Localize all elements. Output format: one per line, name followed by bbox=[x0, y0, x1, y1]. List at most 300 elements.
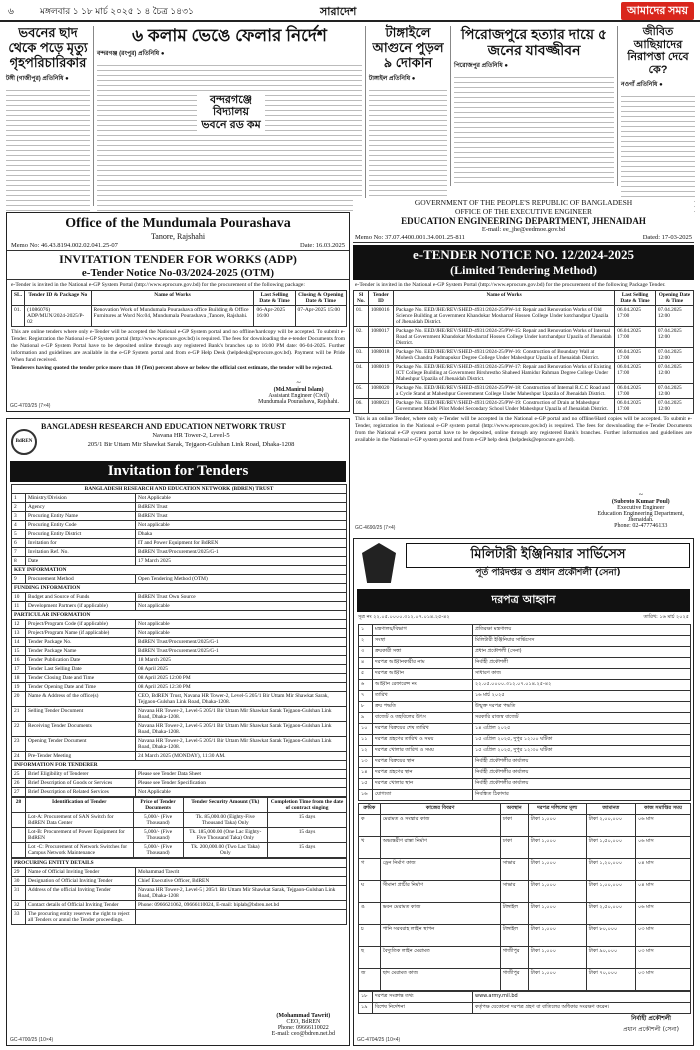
table-cell: 15 bbox=[12, 647, 26, 656]
table-cell: ১৮ bbox=[359, 992, 373, 1003]
table-cell: টাকা ১,০০০ bbox=[528, 881, 586, 903]
table-header-cell: Sl No. bbox=[354, 291, 369, 306]
table-cell: (1086076) ADP/MUN/2024-2025/P-02 bbox=[25, 306, 91, 327]
table-cell: ১৪ bbox=[359, 768, 373, 779]
tanore-signer-title: Assistant Engineer (Civil) bbox=[268, 393, 329, 399]
table-header-cell: Tender Security Amount (Tk) bbox=[183, 798, 267, 813]
table-header-cell: জামানত bbox=[586, 804, 635, 815]
table-cell: 5,000/- (Five Thousand) bbox=[133, 828, 183, 843]
table-row bbox=[12, 674, 347, 683]
table-cell: BdREN Trust bbox=[136, 503, 347, 512]
military-subtitle: পূর্ত পরিদপ্তর ও প্রধান প্রকৌশলী (সেনা) bbox=[475, 568, 621, 578]
table-cell: 08 April 2025 bbox=[136, 665, 347, 674]
table-row bbox=[359, 768, 691, 779]
military-work-table bbox=[358, 803, 691, 991]
table-cell: 06-Apr-2025 16:00 bbox=[254, 306, 295, 327]
table-cell: 26 bbox=[12, 779, 26, 788]
table-cell: ৯ bbox=[359, 713, 373, 724]
table-cell: Procuring Entity Name bbox=[26, 512, 136, 521]
table-header-cell: Closing & Opening Date & Time bbox=[295, 291, 347, 306]
table-cell: 2 bbox=[12, 503, 26, 512]
table-cell: The procuring entity reserves the right to reject all Tenders or annul the Tender proceedings. bbox=[26, 910, 136, 925]
table-cell: নির্বাহী প্রকৌশলীর কার্যালয় bbox=[473, 779, 691, 790]
table-cell: Tender Publication Date bbox=[26, 656, 136, 665]
military-signer: নির্বাহী প্রকৌশলী bbox=[631, 1015, 671, 1022]
table-cell: 07.04.2025 12:00 bbox=[655, 363, 693, 384]
table-cell: Phone: 0966621062, 09666110024, E-mail: biplab@bdren.net.bd bbox=[136, 901, 347, 910]
table-row bbox=[354, 348, 694, 363]
table-cell: Pre-Tender Meeting bbox=[26, 752, 136, 761]
table-cell: টাকা ১,২০,০০০ bbox=[586, 859, 635, 881]
table-row bbox=[359, 713, 691, 724]
table-cell: Brief Eligibility of Tenderer bbox=[26, 770, 136, 779]
table-cell: Tender Opening Date and Time bbox=[26, 683, 136, 692]
bdren-tender-ad bbox=[6, 418, 350, 1046]
tanore-gc-code: GC-4703/25 (7×4) bbox=[10, 403, 51, 409]
table-cell bbox=[12, 813, 26, 828]
table-cell: টাকা ১,০০০ bbox=[528, 925, 586, 947]
table-cell: ঢাকা bbox=[500, 837, 528, 859]
table-cell: 15 days bbox=[268, 843, 347, 858]
military-date: তারিখ: ১৬ মার্চ ২০২৫ bbox=[643, 614, 689, 620]
table-cell: নির্বাহী প্রকৌশলী bbox=[473, 658, 691, 669]
table-cell: টাকা ১,০০০ bbox=[528, 969, 586, 991]
military-tender-ad bbox=[353, 538, 694, 1046]
newspaper-header bbox=[0, 0, 700, 22]
table-cell: Invitation Ref. No. bbox=[26, 548, 136, 557]
bdren-logo bbox=[11, 429, 37, 455]
table-cell: Tender Package Name bbox=[26, 647, 136, 656]
table-row bbox=[12, 629, 347, 638]
military-info-table bbox=[358, 624, 691, 801]
table-cell: 1080017 bbox=[368, 327, 393, 348]
table-cell: ৭ bbox=[359, 691, 373, 702]
news-byline: বন্দরগঞ্জ (রংপুর) প্রতিনিধি ● bbox=[97, 50, 165, 57]
table-cell: টাকা ১,০০,০০০ bbox=[586, 881, 635, 903]
table-cell: 7 bbox=[12, 548, 26, 557]
table-cell: www.army.mil.bd bbox=[473, 992, 691, 1003]
bdren-details-head: PROCURING ENTITY DETAILS bbox=[12, 859, 347, 868]
table-row bbox=[12, 512, 347, 521]
table-row bbox=[12, 752, 347, 761]
table-cell: Not Applicable bbox=[136, 494, 347, 503]
tanore-notice-title: INVITATION TENDER FOR WORKS (ADP) bbox=[7, 250, 349, 267]
table-row bbox=[359, 815, 691, 837]
table-cell: টাকা ৭০,০০০ bbox=[586, 969, 635, 991]
table-row bbox=[359, 680, 691, 691]
table-row bbox=[359, 903, 691, 925]
jhenaidah-notice-band bbox=[353, 245, 694, 280]
table-cell: দরপত্র আহ্বানকারীর নাম bbox=[373, 658, 473, 669]
jhenaidah-email: E-mail: ee_jhe@eedmoe.gov.bd bbox=[481, 226, 566, 233]
table-cell: 06. bbox=[354, 399, 369, 414]
table-row bbox=[12, 886, 347, 901]
military-signer-office: প্রধান প্রকৌশলী (সেনা) bbox=[623, 1026, 679, 1033]
bdren-address-1: Navana HR Tower-2, Level-5 bbox=[152, 432, 230, 439]
tanore-memo: Memo No: 46.43.8194.002.02.041.25-07 bbox=[11, 242, 118, 249]
table-header-row bbox=[12, 291, 347, 306]
table-cell: টাকা ৮০,০০০ bbox=[586, 925, 635, 947]
section-heading: INFORMATION FOR TENDERER bbox=[12, 761, 347, 770]
table-cell: 1080016 bbox=[368, 306, 393, 327]
tanore-office-title: Office of the Mundumala Pourashava bbox=[65, 216, 291, 231]
table-header-cell: কাজের বিবরণ bbox=[380, 804, 500, 815]
table-cell: Designation of Official Inviting Tender bbox=[26, 877, 136, 886]
column-divider bbox=[365, 26, 366, 206]
news-item bbox=[97, 26, 362, 211]
table-cell: 12 bbox=[12, 620, 26, 629]
tanore-tender-ad bbox=[6, 212, 350, 412]
table-cell: 07.04.2025 12:00 bbox=[655, 384, 693, 399]
table-cell: Chief Executive Officer, BdREN bbox=[136, 877, 347, 886]
table-row bbox=[359, 636, 691, 647]
news-byline: নওগাঁ প্রতিনিধি ● bbox=[621, 81, 663, 88]
table-cell: দরপত্র সংক্রান্ত তথ্য bbox=[373, 992, 473, 1003]
table-cell: 6 bbox=[12, 539, 26, 548]
table-header-row bbox=[12, 798, 347, 813]
table-cell: Not applicable bbox=[136, 629, 347, 638]
military-emblem-icon bbox=[362, 543, 396, 583]
table-cell: Budget and Source of Funds bbox=[26, 593, 136, 602]
table-cell: 01. bbox=[354, 306, 369, 327]
table-cell: ২ bbox=[359, 636, 373, 647]
table-cell: সরকারি রাজস্ব বাজেট bbox=[473, 713, 691, 724]
signature-scribble: ~ bbox=[638, 490, 643, 499]
table-row bbox=[359, 746, 691, 757]
table-row bbox=[359, 992, 691, 1003]
tanore-notice-subtitle: e-Tender Notice No-03/2024-2025 (OTM) bbox=[7, 267, 349, 280]
table-row bbox=[359, 691, 691, 702]
table-row bbox=[359, 837, 691, 859]
table-cell: দরপত্র বিক্রয়ের স্থান bbox=[373, 757, 473, 768]
table-cell: Brief Description of Related Services bbox=[26, 788, 136, 797]
jhenaidah-signer-city: Jhenaidah. bbox=[628, 517, 654, 523]
table-row bbox=[12, 665, 347, 674]
table-cell: 3 bbox=[12, 512, 26, 521]
table-row bbox=[12, 548, 347, 557]
table-cell: প্রতিরক্ষা মন্ত্রণালয় bbox=[473, 625, 691, 636]
table-cell: ১ bbox=[359, 625, 373, 636]
table-header-cell: Price of Tender Documents bbox=[133, 798, 183, 813]
table-cell: Lot -C: Procurement of Network Switches for Campus Network Maintenance bbox=[26, 843, 134, 858]
section-heading: FUNDING INFORMATION bbox=[12, 584, 347, 593]
table-cell: 33 bbox=[12, 910, 26, 925]
table-cell: 06.04.2025 17:00 bbox=[615, 399, 656, 414]
table-cell: Not Applicable bbox=[136, 788, 347, 797]
column-divider bbox=[93, 26, 94, 206]
table-cell: Tender Closing Date and Time bbox=[26, 674, 136, 683]
table-cell: ছ bbox=[359, 947, 381, 969]
table-cell: Address of the official Inviting Tender bbox=[26, 886, 136, 901]
table-cell: ক্রয়কারী সত্তা bbox=[373, 647, 473, 658]
table-cell: Package No. EED/JHE/REV/SHED-4931/2024-25/PW-18: Construction of Internal R.C.C Road and a Cycle Stand at Maheshpur Government College Under Maheshpur Upazila of Jhenaidah District. bbox=[393, 384, 614, 399]
signature-scribble: ~ bbox=[296, 378, 301, 387]
table-cell: 1080019 bbox=[368, 363, 393, 384]
military-header bbox=[354, 539, 693, 589]
table-row bbox=[12, 788, 347, 797]
table-cell: 24 bbox=[12, 752, 26, 761]
news-item bbox=[621, 26, 695, 212]
table-header-cell: অবস্থান bbox=[500, 804, 528, 815]
table-row bbox=[354, 327, 694, 348]
table-row bbox=[12, 813, 347, 828]
table-cell: 16 bbox=[12, 656, 26, 665]
table-cell: টাঙ্গাইল bbox=[500, 925, 528, 947]
table-cell: প্রধান প্রকৌশলী (সেনা) bbox=[473, 647, 691, 658]
table-row bbox=[12, 593, 347, 602]
table-cell: 17 bbox=[12, 665, 26, 674]
table-cell: Please see Tender Data Sheet bbox=[136, 770, 347, 779]
table-cell: সীমানা প্রাচীর নির্মাণ bbox=[380, 881, 500, 903]
table-row bbox=[354, 384, 694, 399]
bdren-details-table bbox=[11, 858, 347, 925]
table-row bbox=[12, 638, 347, 647]
table-cell: বিশেষ নির্দেশনা bbox=[373, 1003, 473, 1014]
news-headline: টাঙ্গাইলে আগুনে পুড়ল ৯ দোকান bbox=[372, 25, 444, 70]
table-cell: ০৩ মাস bbox=[636, 969, 691, 991]
news-byline: পিরোজপুর প্রতিনিধি ● bbox=[454, 63, 509, 70]
table-cell: Navana HR Tower-2, Level-5 205/1 Bir Uttam Mir Shawkat Sarak Tejgaon-Gulshan Link Road, Dhaka-1208. bbox=[136, 722, 347, 737]
tanore-tender-table bbox=[11, 290, 347, 327]
table-cell: Procuring Entity Code bbox=[26, 521, 136, 530]
table-cell: 1080020 bbox=[368, 384, 393, 399]
table-row bbox=[12, 779, 347, 788]
jhenaidah-signer-title: Executive Engineer bbox=[617, 505, 665, 511]
table-cell: ড্রেন নির্মাণ কাজ bbox=[380, 859, 500, 881]
table-cell: দরপত্র খোলার তারিখ ও সময় bbox=[373, 746, 473, 757]
table-cell: Project/Program Name (if applicable) bbox=[26, 629, 136, 638]
table-cell: টাকা ৯০,০০০ bbox=[586, 947, 635, 969]
table-cell: Please see Tender Specification bbox=[136, 779, 347, 788]
table-cell: Brief Description of Goods or Services bbox=[26, 779, 136, 788]
table-header-cell: 28 bbox=[12, 798, 26, 813]
table-cell: ০৬ মাস bbox=[636, 815, 691, 837]
tanore-bold-note: Tenderers having quoted the tender price more than 10 (Ten) percent above or below the official cost estimate, the tender will be rejected. bbox=[11, 365, 333, 372]
table-row bbox=[12, 566, 347, 575]
table-cell: 27 bbox=[12, 788, 26, 797]
table-cell: ০৩ মাস bbox=[636, 925, 691, 947]
table-cell bbox=[136, 910, 347, 925]
table-row bbox=[359, 1003, 691, 1014]
table-row bbox=[359, 658, 691, 669]
table-cell: 18 March 2025 bbox=[136, 656, 347, 665]
table-cell: Opening Tender Document bbox=[26, 737, 136, 752]
news-item bbox=[454, 26, 614, 183]
table-cell: ০৩ মাস bbox=[636, 947, 691, 969]
table-row bbox=[12, 575, 347, 584]
tanore-signer-name: (Md.Manirul Islam) bbox=[273, 387, 324, 393]
news-body bbox=[369, 86, 447, 216]
table-cell: Package No. EED/JHE/REV/SHED-4931/2024-25/PW-17: Repair and Renovation Works of Existing ICT College Building at Government Birshrestho Shaheed Hamidur Rahman Degree College Under Maheshpur Upazila of Jhenaidah District. bbox=[393, 363, 614, 384]
table-cell: ঘ bbox=[359, 881, 381, 903]
table-cell: নির্বাহী প্রকৌশলীর কার্যালয় bbox=[473, 757, 691, 768]
table-cell: ৮ bbox=[359, 702, 373, 713]
news-byline: টঙ্গী (গাজীপুর) প্রতিনিধি ● bbox=[6, 75, 69, 82]
jhenaidah-signer-dept: Education Engineering Department, bbox=[597, 511, 684, 517]
table-cell: Lot-B: Procurement of Power Equipment for BdREN bbox=[26, 828, 134, 843]
table-cell: নির্বাহী প্রকৌশলীর কার্যালয় bbox=[473, 768, 691, 779]
table-header-cell: Identification of Tender bbox=[26, 798, 134, 813]
table-cell: 1080018 bbox=[368, 348, 393, 363]
table-cell: 9 bbox=[12, 575, 26, 584]
table-cell: 05. bbox=[354, 384, 369, 399]
table-header-cell: Last Selling Date & Time bbox=[615, 291, 656, 306]
table-cell: BdREN Trust/Procurement/2025/G-1 bbox=[136, 647, 347, 656]
news-headline: জীবিত আছিয়াদের নিরাপত্তা দেবে কে? bbox=[627, 26, 689, 76]
bdren-signer-name: (Mohammad Tawrit) bbox=[276, 1013, 331, 1019]
table-row bbox=[12, 770, 347, 779]
jhenaidah-signer-name: (Subroto Kumar Poul) bbox=[611, 499, 670, 505]
table-cell: যোগ্যতা bbox=[373, 790, 473, 801]
table-cell: 11 bbox=[12, 602, 26, 611]
table-cell: ১০ bbox=[359, 724, 373, 735]
jhenaidah-gov-title: GOVERNMENT OF THE PEOPLE'S REPUBLIC OF BANGLADESH bbox=[414, 198, 633, 207]
table-row bbox=[12, 656, 347, 665]
table-header-cell: ক্রমিক bbox=[359, 804, 381, 815]
table-row bbox=[12, 503, 347, 512]
table-row bbox=[12, 306, 347, 327]
tanore-date: Date: 16.03.2025 bbox=[300, 242, 345, 249]
table-row bbox=[12, 761, 347, 770]
table-cell: 06.04.2025 17:00 bbox=[615, 363, 656, 384]
table-cell: Project/Program Code (if applicable) bbox=[26, 620, 136, 629]
jhenaidah-date: Dated: 17-03-2025 bbox=[642, 234, 692, 241]
jhenaidah-phone: Phone: 02-477746133 bbox=[614, 523, 668, 529]
table-cell: জ bbox=[359, 969, 381, 991]
table-cell: ১৪ এপ্রিল ২০২৫ bbox=[473, 724, 691, 735]
table-cell: Package No. EED/JHE/REV/SHED-4931/2024-25/PW-14: Repair and Renovation Works of Old Science Building at Government Khandokar Mosharraf Hossen College Under kotchandpur Upazila of Jhenaidah District. bbox=[393, 306, 614, 327]
table-cell: বৈদ্যুতিক লাইন মেরামত bbox=[380, 947, 500, 969]
table-header-cell: Name of Works bbox=[91, 291, 254, 306]
table-cell: Name & Address of the office(s) bbox=[26, 692, 136, 707]
table-cell: ১৫ এপ্রিল ২০২৫, দুপুর ১২:০০ ঘটিকা bbox=[473, 735, 691, 746]
table-cell: 07.04.2025 12:00 bbox=[655, 399, 693, 414]
table-cell: দরপত্র আহ্বান bbox=[373, 669, 473, 680]
table-row bbox=[359, 735, 691, 746]
table-cell: Selling Tender Document bbox=[26, 707, 136, 722]
table-row bbox=[12, 584, 347, 593]
table-cell: Tender Last Selling Date bbox=[26, 665, 136, 674]
jhenaidah-dept-title: EDUCATION ENGINEERING DEPARTMENT, JHENAIDAH bbox=[401, 216, 646, 226]
table-cell: 14 bbox=[12, 638, 26, 647]
table-cell: Open Tendering Method (OTM) bbox=[136, 575, 347, 584]
table-row bbox=[12, 539, 347, 548]
tanore-signer-office: Mundumala Pourashava, Rajshahi. bbox=[258, 399, 339, 405]
military-band: দরপত্র আহ্বান bbox=[357, 589, 690, 612]
table-row bbox=[359, 947, 691, 969]
jhenaidah-body: This is an online Tender, where only e-Tender will be accepted in the National e-GP portal and no offline/Hard copies will be accepted. To submit e-Tender, registration in the National e-GP system portal (http://www.eprocure.gov.bd) is required. The fees for downloading the e-Tender Documents from the National e-GP system portal have to be deposited, online through any registered Bank's branches. Further information and guidelines are available in the National e-GP system portal and from e-GP help desk (helpdesk@eprocure.gov.bd). bbox=[355, 416, 692, 443]
table-cell: 15 days bbox=[268, 813, 347, 828]
table-cell: Invitation for bbox=[26, 539, 136, 548]
bdren-lot-table bbox=[11, 797, 347, 858]
table-cell: IT and Power Equipment for BdREN bbox=[136, 539, 347, 548]
news-headline: পিরোজপুরে হত্যার দায়ে ৫ জনের যাবজ্জীবন bbox=[461, 26, 607, 59]
table-cell: Renovation Work of Mundumala Pourashava office Building & Office Furnitures at Word No:04, Mundumala Pourashava ,Tanore, Rajshahi. bbox=[91, 306, 254, 327]
table-row bbox=[359, 859, 691, 881]
table-row bbox=[359, 724, 691, 735]
table-cell: 18 bbox=[12, 674, 26, 683]
table-cell: দরপত্র বিক্রয়ের শেষ তারিখ bbox=[373, 724, 473, 735]
table-cell: টাঙ্গাইল bbox=[500, 903, 528, 925]
table-cell: সাধারণ কাজ bbox=[473, 669, 691, 680]
bdren-table-head: BANGLADESH RESEARCH AND EDUCATION NETWORK (BDREN) TRUST bbox=[12, 485, 347, 494]
table-cell: সাভার bbox=[500, 859, 528, 881]
table-cell: 03. bbox=[354, 348, 369, 363]
bdren-address-2: 205/1 Bir Uttam Mir Shawkat Sarak, Tejgaon-Gulshan Link Road, Dhaka-1208 bbox=[87, 441, 295, 448]
table-cell: ক্রয় পদ্ধতি bbox=[373, 702, 473, 713]
table-cell: দরপত্র গ্রহণের স্থান bbox=[373, 768, 473, 779]
jhenaidah-gc-code: GC-4690/25 (7×4) bbox=[355, 525, 396, 531]
table-cell: 25 bbox=[12, 770, 26, 779]
news-body bbox=[454, 73, 614, 183]
table-cell: দরপত্র খোলার স্থান bbox=[373, 779, 473, 790]
table-cell: 24 March 2025 (MONDAY), 11:30 AM. bbox=[136, 752, 347, 761]
table-cell: Procurement Method bbox=[26, 575, 136, 584]
table-row bbox=[12, 692, 347, 707]
table-cell: Date bbox=[26, 557, 136, 566]
table-header-cell: কাজ সমাপ্তির সময় bbox=[636, 804, 691, 815]
table-row bbox=[12, 901, 347, 910]
column-divider bbox=[450, 26, 451, 186]
table-cell: 8 bbox=[12, 557, 26, 566]
table-cell: টাকা ১,০০০ bbox=[528, 947, 586, 969]
table-cell: গাজীপুর bbox=[500, 947, 528, 969]
table-cell: ১৬ মার্চ ২০২৫ bbox=[473, 691, 691, 702]
table-cell: নিবন্ধিত ঠিকাদার bbox=[473, 790, 691, 801]
table-cell: BdREN Trust bbox=[136, 512, 347, 521]
table-cell bbox=[12, 828, 26, 843]
table-cell: ৩ bbox=[359, 647, 373, 658]
table-row bbox=[359, 757, 691, 768]
table-header-row bbox=[359, 804, 691, 815]
table-cell: পানি সরবরাহ লাইন স্থাপন bbox=[380, 925, 500, 947]
table-cell: Name of Official Inviting Tender bbox=[26, 868, 136, 877]
table-cell: মন্ত্রণালয়/বিভাগ bbox=[373, 625, 473, 636]
table-row bbox=[12, 722, 347, 737]
table-cell: 22 bbox=[12, 722, 26, 737]
bdren-signer-title: CEO, BdREN bbox=[286, 1019, 321, 1025]
table-cell: 06.04.2025 17:00 bbox=[615, 327, 656, 348]
table-row bbox=[12, 611, 347, 620]
table-cell: ১৬ bbox=[359, 790, 373, 801]
table-cell: Dhaka bbox=[136, 530, 347, 539]
issue-date: মঙ্গলবার ১ ১৮ মার্চ ২০২৫ ১ ৪ চৈত্র ১৪৩১ bbox=[40, 6, 194, 16]
table-cell: 29 bbox=[12, 868, 26, 877]
table-cell: ঢাকা bbox=[500, 815, 528, 837]
table-cell: 07.04.2025 12:00 bbox=[655, 306, 693, 327]
table-cell: Receiving Tender Documents bbox=[26, 722, 136, 737]
table-cell: Tk. 185,000.00 (One Lac Eighty-Five Thousand Taka) Only bbox=[183, 828, 267, 843]
table-cell: Mohammad Tawrit bbox=[136, 868, 347, 877]
table-cell: টাকা ১,০০০ bbox=[528, 837, 586, 859]
table-header-cell: Name of Works bbox=[393, 291, 614, 306]
table-row bbox=[359, 647, 691, 658]
table-cell: Procuring Entity District bbox=[26, 530, 136, 539]
table-row bbox=[359, 790, 691, 801]
table-cell: 31 bbox=[12, 886, 26, 901]
table-cell: 08 April 2025 12:30 PM bbox=[136, 683, 347, 692]
table-cell: ০৪ মাস bbox=[636, 859, 691, 881]
table-cell: ১১ bbox=[359, 735, 373, 746]
table-row bbox=[12, 868, 347, 877]
table-cell: চ bbox=[359, 925, 381, 947]
table-cell: Tk. 200,000.00 (Two Lac Taka) Only bbox=[183, 843, 267, 858]
table-cell: 5,000/- (Five Thousand) bbox=[133, 813, 183, 828]
table-header-cell: Last Selling Date & Time bbox=[254, 291, 295, 306]
table-cell: ১৫ bbox=[359, 779, 373, 790]
tanore-intro: e-Tender is invited in the National e-GP System Portal (http://www.eprocure.gov.bd) for the procurement of the following package: bbox=[11, 282, 305, 288]
table-cell: Navana HR Tower-2, Level-5 | 205/1 Bir Uttam Mir Shawkat Sarak, Tejgaon-Gulshan Link Road, Dhaka-1208 bbox=[136, 886, 347, 901]
